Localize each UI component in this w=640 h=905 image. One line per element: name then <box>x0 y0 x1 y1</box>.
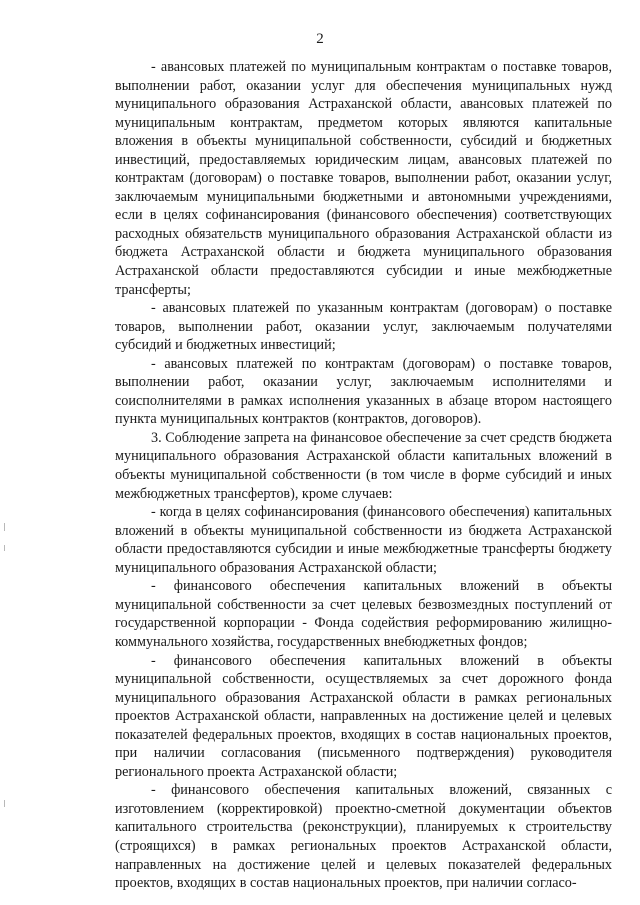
scan-margin-mark <box>4 800 5 807</box>
paragraph-advance-subsidy-recipients: - авансовых платежей по указанным контрактам (договорам) о поставке товаров, выполнении работ, оказании услуг, заключаемым получателями субсидий и бюджетных инвестиций; <box>115 300 612 354</box>
paragraph-fund-exception: - финансового обеспечения капитальных вложений в объекты муниципальной собственности за счет целевых безвозмездных поступлений от государственной корпорации - Фонда содействия реформированию жилищно-коммунального хозяйства, государственных внебюджетных фондов; <box>115 578 612 650</box>
paragraph-item-3: 3. Соблюдение запрета на финансовое обеспечение за счет средств бюджета муниципального образования Астраханской области капитальных вложений в объекты муниципальной собственности (в том числе в форме субсидий и иных межбюджетных трансфертов), кроме случаев: <box>115 429 612 502</box>
scan-margin-mark <box>4 523 5 531</box>
paragraph-design-documentation-exception: - финансового обеспечения капитальных вложений, связанных с изготовлением (корректировкой) проектно-сметной документации объектов капитального строительства (реконструкции), планируемых к строительству (строящихся) в рамках региональных проектов Астраханской области, направленных на достижение целей и целевых показателей федеральных проектов, входящих в состав национальных проектов, при наличии согласо- <box>115 782 612 892</box>
page-number: 2 <box>316 31 324 47</box>
paragraph-advance-municipal-contracts: - авансовых платежей по муниципальным контрактам о поставке товаров, выполнении работ, оказании услуг для обеспечения муниципальных нужд муниципального образования Астраханской области, авансовых платежей по муниципальным контрактам, предметом которых являются капитальные вложения в объекты муниципальной собственности, субсидий и бюджетных инвестиций, предоставляемых юридическим лицам, авансовых платежей по контрактам (договорам) о поставке товаров, выполнении работ, оказании услуг, заключаемым муниципальными бюджетными и автономными учреждениями, если в целях софинансирования (финансового обеспечения) соответствующих расходных обязательств муниципального образования Астраханской области из бюджета Астраханской области и бюджета муниципального образования Астраханской области предоставляются субсидии и иные межбюджетные трансферты; <box>115 59 612 298</box>
document-body <box>115 58 612 893</box>
paragraph-road-fund-exception: - финансового обеспечения капитальных вложений в объекты муниципальной собственности, осуществляемых за счет дорожного фонда муниципального образования Астраханской области в рамках региональных проектов Астраханской области, направленных на достижение целей и целевых показателей федеральных проектов, входящих в состав национальных проектов, при наличии согласования (письменного подтверждения) руководителя регионального проекта Астраханской области; <box>115 652 612 780</box>
paragraph-advance-executors: - авансовых платежей по контрактам (договорам) о поставке товаров, выполнении работ, оказании услуг, заключаемым исполнителями и соисполнителями в рамках исполнения указанных в абзаце втором настоящего пункта муниципальных контрактов (контрактов, договоров). <box>115 355 612 428</box>
paragraph-cofinancing-exception: - когда в целях софинансирования (финансового обеспечения) капитальных вложений в объекты муниципальной собственности из бюджета Астраханской области предоставляются субсидии и иные межбюджетные трансферты бюджету муниципального образования Астраханской области; <box>115 504 612 576</box>
scan-margin-mark <box>4 545 5 551</box>
